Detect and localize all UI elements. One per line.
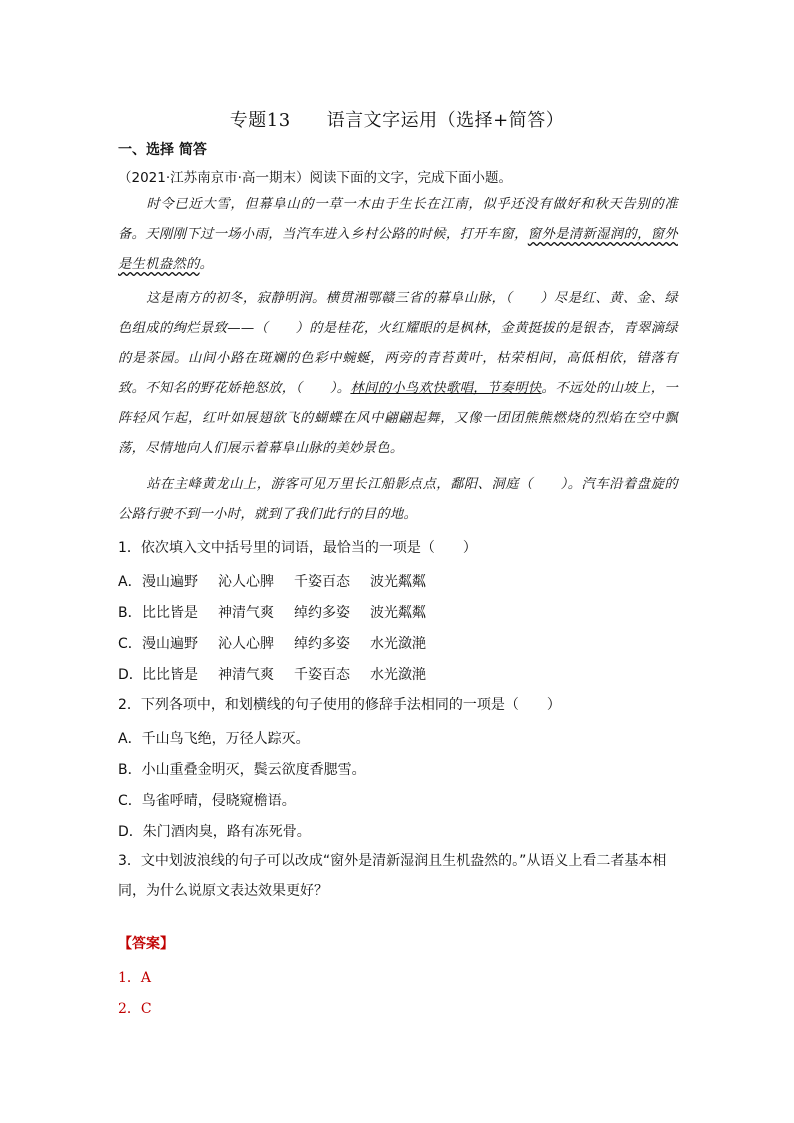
question-3-stem: 3．文中划波浪线的句子可以改成“窗外是清新湿润且生机盎然的。”从语义上看二者基本相同，为什么说原文表达效果更好？ bbox=[118, 853, 667, 899]
p2-text: 这是南方的初冬，寂静明润。横贯湘鄂赣三省的幕阜山脉，（ ）尽是红、黄、金、绿色组成的绚烂景致——（ ）的是桂花，火红耀眼的是枫林，金黄挺拔的是银杏，青翠滴绿的是茶园。山间小路在斑斓的色彩中蜿蜒，两旁的青苔黄叶，枯荣相间，高低相依，错落有致。不知名的野花娇艳怒放，（ ）。 bbox=[118, 291, 678, 396]
question-2-stem: 2．下列各项中，和划横线的句子使用的修辞手法相同的一项是（ ） bbox=[118, 697, 561, 713]
p2-end: 。不远处的山坡上，一阵轻风乍起，红叶如展翅欲飞的蝴蝶在风中翩翩起舞，又像一团团熊熊燃烧的烈焰在空中飘荡，尽情地向人们展示着幕阜山脉的美妙景色。 bbox=[118, 381, 679, 456]
wavy-underlined-sentence: 窗外是清新湿润的，窗外是生机盎然的 bbox=[118, 227, 678, 272]
answer-1: 1．A bbox=[118, 970, 152, 986]
answer-2: 2．C bbox=[118, 1001, 152, 1017]
passage-paragraph-2 bbox=[118, 284, 678, 464]
answer-heading: 【答案】 bbox=[118, 936, 174, 952]
q1-option-a: A．漫山遍野 沁人心脾 千姿百态 波光粼粼 bbox=[118, 574, 426, 590]
title-text: 语言文字运用（选择+简答） bbox=[326, 110, 565, 131]
p3-text: 站在主峰黄龙山上，游客可见万里长江船影点点，鄱阳、洞庭（ ）。汽车沿着盘旋的公路行驶不到一小时，就到了我们此行的目的地。 bbox=[118, 477, 678, 522]
q2-option-c: C．鸟雀呼晴，侵晓窥檐语。 bbox=[118, 793, 296, 809]
passage-paragraph-1 bbox=[118, 190, 678, 280]
q1-option-d: D．比比皆是 神清气爽 千姿百态 水光潋滟 bbox=[118, 667, 426, 683]
q2-option-b: B．小山重叠金明灭，鬓云欲度香腮雪。 bbox=[118, 762, 366, 778]
q2-option-d: D．朱门酒肉臭，路有冻死骨。 bbox=[118, 824, 311, 840]
title-number: 专题13 bbox=[229, 110, 291, 131]
section-heading: 一、选择 简答 bbox=[118, 142, 207, 158]
page-title bbox=[0, 106, 794, 132]
q2-option-a: A．千山鸟飞绝，万径人踪灭。 bbox=[118, 731, 310, 747]
underlined-sentence: 林间的小鸟欢快歌唱，节奏明快 bbox=[350, 381, 542, 396]
p1-text: 时令已近大雪，但幕阜山的一草一木由于生长在江南，似乎还没有做好和秋天告别的准备。天刚刚下过一场小雨，当汽车进入乡村公路的时候，打开车窗， bbox=[118, 197, 678, 242]
q1-option-b: B．比比皆是 神清气爽 绰约多姿 波光粼粼 bbox=[118, 605, 426, 621]
source-line: （2021·江苏南京市·高一期末）阅读下面的文字，完成下面小题。 bbox=[118, 170, 512, 186]
passage-paragraph-3 bbox=[118, 470, 678, 530]
q1-option-c: C．漫山遍野 沁人心脾 绰约多姿 水光潋滟 bbox=[118, 636, 426, 652]
p1-end: 。 bbox=[199, 257, 214, 272]
question-1-stem: 1．依次填入文中括号里的词语，最恰当的一项是（ ） bbox=[118, 540, 477, 556]
